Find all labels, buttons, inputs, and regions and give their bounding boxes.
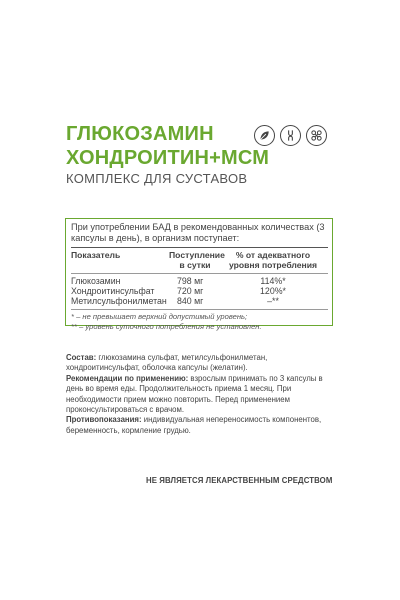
divider <box>71 247 328 248</box>
row-percent: 114%* <box>260 276 286 286</box>
row-percent: –** <box>267 296 279 306</box>
divider <box>71 309 328 310</box>
product-subtitle: КОМПЛЕКС ДЛЯ СУСТАВОВ <box>66 171 248 186</box>
disclaimer: НЕ ЯВЛЯЕТСЯ ЛЕКАРСТВЕННЫМ СРЕДСТВОМ <box>146 476 333 485</box>
table-row <box>71 286 328 296</box>
header-name: Показатель <box>71 250 121 260</box>
table-row <box>71 296 328 306</box>
usage-label: Рекомендации по применению: <box>66 373 189 383</box>
composition-text: глюкозамина сульфат, метилсульфонилметан, хондроитинсульфат, оболочка капсулы (желатин). <box>66 353 268 373</box>
product-title-line2: ХОНДРОИТИН+МСМ <box>66 147 270 169</box>
usage-text: взрослым принимать по 3 капсулы в день во время еды. Продолжительность приема 1 месяц. При необходимости прием можно повторить. Перед применением проконсультироваться с врачом. <box>66 373 323 415</box>
composition-paragraph <box>66 353 336 374</box>
feature-icons <box>254 125 327 146</box>
header-percent: % от адекватного уровня потребления <box>228 250 318 270</box>
contraindications-paragraph <box>66 415 336 436</box>
molecule-icon <box>306 125 327 146</box>
row-intake: 720 мг <box>177 286 204 296</box>
contraindications-text: индивидуальная непереносимость компонентов, беременность, кормление грудью. <box>66 415 322 435</box>
joint-icon <box>280 125 301 146</box>
footnote: ** – уровень суточного потребления не установлен. <box>71 322 262 331</box>
nutrition-panel <box>65 218 333 331</box>
row-name: Глюкозамин <box>71 276 121 286</box>
row-name: Метилсульфонилметан <box>71 296 167 306</box>
header-intake: Поступление в сутки <box>169 250 225 270</box>
leaf-icon <box>254 125 275 146</box>
product-title-line1: ГЛЮКОЗАМИН <box>66 123 214 145</box>
table-row <box>71 276 328 286</box>
row-intake: 798 мг <box>177 276 204 286</box>
composition-label: Состав: <box>66 353 97 362</box>
product-info <box>66 353 336 436</box>
usage-paragraph <box>66 374 336 416</box>
row-intake: 840 мг <box>177 296 204 306</box>
row-name: Хондроитинсульфат <box>71 286 155 296</box>
table-header <box>71 250 328 270</box>
footnote: * – не превышает верхний допустимый уровень; <box>71 312 248 321</box>
row-percent: 120%* <box>260 286 286 296</box>
divider <box>71 273 328 274</box>
contraindications-label: Противопоказания: <box>66 415 142 425</box>
panel-intro: При употреблении БАД в рекомендованных количествах (3 капсулы в день), в организм поступает: <box>71 222 325 243</box>
